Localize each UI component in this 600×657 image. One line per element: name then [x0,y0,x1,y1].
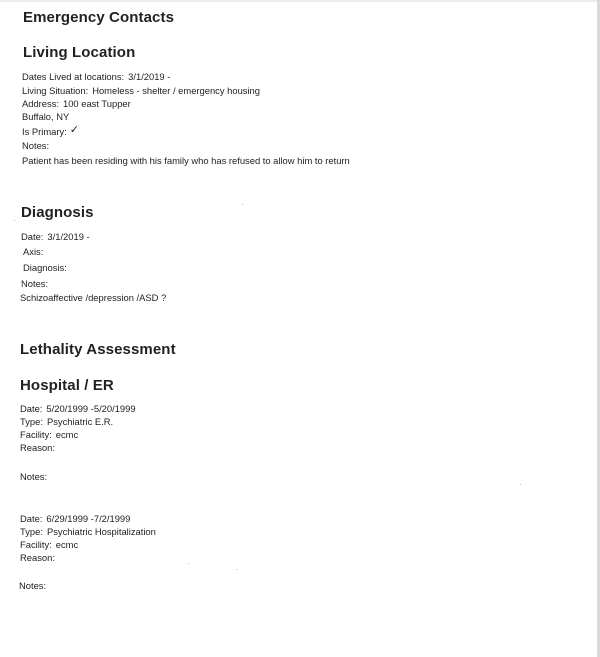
scan-speck [520,484,521,485]
dates-lived-label: Dates Lived at locations: [22,71,125,82]
hospital-entry-1-notes-label: Notes: [20,471,48,482]
axis-label: Axis: [23,246,44,257]
hospital-entry-2-facility-row [20,539,78,550]
scan-speck [188,563,189,564]
living-location-heading: Living Location [23,44,136,61]
checkmark-icon: ✓ [69,124,80,136]
living-notes-label: Notes: [22,140,50,151]
hospital-entry-1-date-row [20,403,136,414]
scan-speck [236,569,237,570]
living-situation-value: Homeless - shelter / emergency housing [92,85,260,96]
address-row [22,98,131,109]
hospital-entry-2-date-row [20,513,130,524]
hospital-entry-1-facility-label: Facility: [20,429,52,440]
hospital-entry-2-date-label: Date: [20,513,43,524]
diagnosis-date-row [21,231,90,242]
hospital-entry-2-facility-label: Facility: [20,539,52,550]
hospital-entry-1-facility-row [20,429,78,440]
hospital-entry-2-date-value: 6/29/1999 -7/2/1999 [46,513,131,524]
diagnosis-label: Diagnosis: [23,262,67,273]
hospital-entry-1-date-label: Date: [20,403,43,414]
scan-speck [242,204,243,205]
hospital-entry-1-type-value: Psychiatric E.R. [46,416,114,427]
hospital-entry-1-type-row [20,416,113,427]
page-top-edge [0,0,600,2]
hospital-er-heading: Hospital / ER [20,377,114,394]
emergency-contacts-heading: Emergency Contacts [23,9,175,26]
is-primary-label: Is Primary: [22,126,67,137]
hospital-entry-2-facility-value: ecmc [55,539,79,550]
dates-lived-row [22,71,170,82]
dates-lived-value: 3/1/2019 - [128,71,171,82]
diagnosis-heading: Diagnosis [21,204,94,221]
lethality-assessment-heading: Lethality Assessment [20,341,176,358]
address-line2: Buffalo, NY [22,111,70,122]
living-notes-value: Patient has been residing with his family who has refused to allow him to return [22,155,350,166]
diagnosis-date-value: 3/1/2019 - [47,231,90,242]
scan-speck [14,220,15,221]
diagnosis-notes-label: Notes: [21,278,49,289]
hospital-entry-2-reason-label: Reason: [20,552,55,563]
hospital-entry-1-reason-label: Reason: [20,442,55,453]
hospital-entry-2-type-row [20,526,156,537]
diagnosis-date-label: Date: [21,231,44,242]
hospital-entry-2-type-label: Type: [20,526,43,537]
hospital-entry-2-notes-label: Notes: [19,580,47,591]
hospital-entry-1-date-value: 5/20/1999 -5/20/1999 [46,403,136,414]
hospital-entry-1-facility-value: ecmc [55,429,79,440]
hospital-entry-1-type-label: Type: [20,416,43,427]
living-situation-row [22,85,260,96]
hospital-entry-2-type-value: Psychiatric Hospitalization [46,526,156,537]
living-situation-label: Living Situation: [22,85,89,96]
address-label: Address: [22,98,59,109]
is-primary-row [22,126,79,138]
diagnosis-notes-value: Schizoaffective /depression /ASD ? [20,292,167,303]
address-line1: 100 east Tupper [63,98,131,109]
